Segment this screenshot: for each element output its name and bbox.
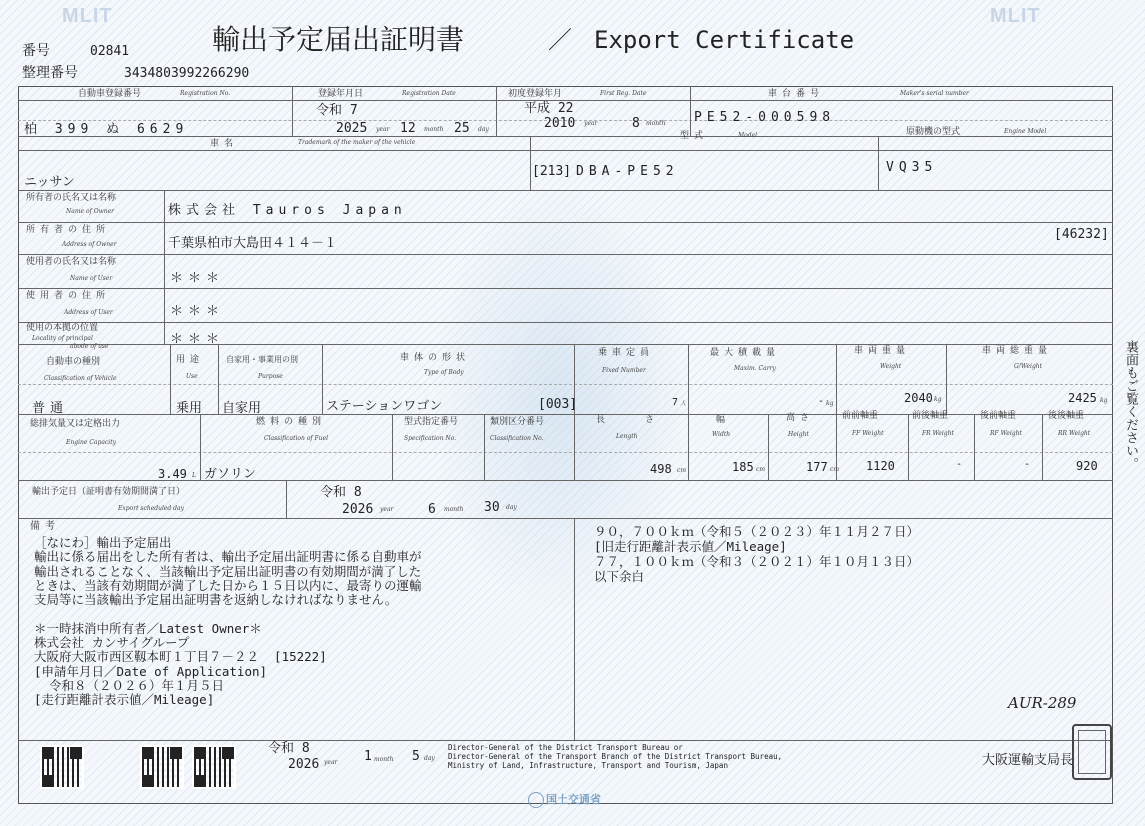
- fr-weight-label: 前後軸重: [912, 411, 949, 421]
- fr-weight-value: -: [956, 459, 963, 470]
- remarks-line: 以下余白: [594, 569, 645, 584]
- weight-value: 2040: [904, 391, 933, 405]
- reg-date-year: 2025: [336, 121, 368, 136]
- body-type-value: ステーションワゴン: [326, 399, 443, 414]
- remarks-right-column: [594, 524, 919, 584]
- remarks-line: [申請年月日／Date of Application]: [34, 663, 268, 679]
- mlit-watermark-logo-right: MLIT: [990, 5, 1041, 27]
- director-line: Director-General of the Transport Branch of the District Transport Bureau,: [448, 752, 783, 761]
- serial-number: 02841: [90, 44, 130, 59]
- reference-number: 3434803992266290: [124, 66, 250, 81]
- height-label-en: Height: [788, 431, 809, 438]
- owner-address: 千葉県柏市大島田４１４－１: [168, 236, 338, 251]
- remarks-line: 輸出に係る届出をした所有者は、輸出予定届出証明書に係る自動車が: [34, 549, 422, 565]
- remarks-line: ［なにわ］輸出予定届出: [34, 535, 172, 550]
- owner-name: 株式会社 Tauros Japan: [168, 203, 407, 218]
- base-location-label: 使用の本拠の位置: [26, 323, 99, 333]
- registration-number: 柏 399 ぬ 6629: [24, 122, 189, 137]
- owner-address-label: 所有者の住所: [26, 225, 111, 235]
- user-address-label-en: Address of User: [64, 309, 113, 316]
- serial-no-label: 車台番号: [768, 89, 825, 99]
- model-value: DBA-PE52: [576, 164, 679, 179]
- title-japanese: 輸出予定届出証明書: [212, 23, 465, 56]
- fuel-label: 燃料の種別: [256, 417, 327, 427]
- remarks-line: ７７，１００ｋｍ（令和３（２０２１）年１０月１３日）: [594, 554, 920, 569]
- purpose-label-en: Purpose: [258, 373, 283, 380]
- remarks-line: [走行距離計表示値／Mileage]: [34, 692, 215, 708]
- director-line: Ministry of Land, Infrastructure, Transport and Tourism, Japan: [448, 761, 728, 770]
- engine-capacity-label-en: Engine Capacity: [66, 439, 116, 446]
- qr-code-3: [192, 745, 236, 789]
- ff-weight-label: 前前軸重: [842, 411, 879, 421]
- model-code: [213]: [532, 164, 572, 179]
- first-reg-label-en: First Reg. Date: [600, 90, 647, 97]
- export-date-era: 令和 8: [320, 485, 362, 500]
- fr-weight-label-en: FR Weight: [922, 430, 954, 437]
- issuing-office: 大阪運輸支局長: [982, 753, 1074, 768]
- remarks-line: 株式会社 カンサイグループ: [34, 635, 190, 651]
- rf-weight-value: -: [1024, 459, 1031, 470]
- engine-model-label: 原動機の型式: [906, 127, 961, 137]
- ff-weight-value: 1120: [866, 459, 895, 473]
- class-no-label-en: Classification No.: [490, 435, 544, 442]
- chassis-serial-number: PE52-000598: [694, 110, 836, 125]
- body-type-label: 車体の形状: [400, 353, 471, 363]
- engine-capacity-value: 3.49: [158, 467, 187, 481]
- make-label: 車名: [210, 139, 239, 149]
- capacity-label-en: Fixed Number: [602, 367, 646, 374]
- vehicle-type-label: 自動車の種別: [46, 357, 101, 367]
- ministry-name: 国土交通省: [546, 793, 601, 806]
- title-english: Export Certificate: [594, 26, 855, 54]
- body-type-label-en: Type of Body: [424, 369, 464, 376]
- serial-label: 番号: [22, 43, 50, 59]
- side-note: 裏面もご覧ください。: [1123, 340, 1138, 470]
- width-value: 185: [732, 460, 754, 474]
- remarks-line: ＊一時抹消中所有者／Latest Owner＊: [34, 620, 262, 636]
- use-label-en: Use: [186, 373, 198, 380]
- reg-date-era: 令和 7: [316, 103, 358, 118]
- height-label: 高さ: [786, 413, 815, 423]
- issue-date-month: 1: [364, 749, 372, 764]
- max-carry-value: -: [818, 396, 825, 407]
- spec-no-label-en: Specification No.: [404, 435, 457, 442]
- issue-date-day: 5: [412, 749, 420, 764]
- remarks-left-column: [34, 536, 422, 708]
- remarks-line: [旧走行距離計表示値／Mileage]: [594, 539, 787, 554]
- reg-date-month: 12: [400, 121, 416, 136]
- model-label-en: Model: [738, 132, 758, 139]
- remarks-line: 輸出されることなく、当該輸出予定届出証明書の有効期間が満了した: [34, 563, 422, 579]
- gross-weight-label-en: G/Weight: [1014, 363, 1043, 370]
- weight-label-en: Weight: [880, 363, 902, 370]
- purpose-value: 自家用: [222, 401, 262, 416]
- export-date-day: 30: [484, 500, 500, 515]
- gross-weight-label: 車両総重量: [982, 346, 1053, 356]
- capacity-value: 7: [672, 397, 679, 408]
- body-type-code: [003]: [538, 397, 578, 412]
- length-value: 498: [650, 462, 672, 476]
- first-reg-label: 初度登録年月: [508, 89, 563, 99]
- engine-capacity-label: 総排気量又は定格出力: [30, 419, 121, 429]
- base-location: ＊＊＊: [170, 332, 225, 347]
- use-value: 乗用: [176, 401, 203, 416]
- official-seal: [1072, 724, 1112, 780]
- qr-code-2: [140, 745, 184, 789]
- base-location-label-en2: abode of use: [70, 343, 109, 350]
- rr-weight-label-en: RR Weight: [1058, 430, 1091, 437]
- first-reg-month: 8: [632, 116, 640, 131]
- serial-no-label-en: Maker's serial number: [900, 90, 969, 97]
- base-location-label-en1: Locality of principal: [32, 335, 93, 342]
- title-separator: ／: [548, 26, 572, 54]
- vehicle-type-value: 普通: [32, 401, 69, 416]
- class-no-label: 類別区分番号: [490, 417, 545, 427]
- export-date-label: 輸出予定日（証明書有効期間満了日）: [32, 487, 186, 497]
- fuel-value: ガソリン: [204, 467, 257, 482]
- fuel-label-en: Classification of Fuel: [264, 435, 329, 442]
- export-certificate: MLIT MLIT 番号 02841 整理番号 3434803992266290 輸出予定届出証明書 ／ Export Certificate 自動車登録番号 Registration No. 登録年月日 Registration Date 初度登録年月 First Reg. Date 車台番号 Maker's serial number 柏 399 ぬ 6629 令和 7 2025 year 12 month 25 day 平成 22 2010 year 8 month PE52-000598 車名 Trademark of the maker of the vehicle 型式 Model 原動機の型式 Engine Model ニッサン [213] DBA-PE52 VQ35 所有者の氏名又は名称 Name of Owner 株式会社 Tauros Japan 所有者の住所 Address of Owner 千葉県柏市大島田４１４－１ [46232] 使用者の氏名又は名称 Name of User ＊＊＊ 使用者の住所 Address of User ＊＊＊ 使用の本拠の位置 Locality of principal abode of use ＊＊＊ 自動車の種別 Classification of Vehicle 用途 Use 自家用・事業用の別 Purpose 車体の形状 Type of Body 乗車定員 Fixed Number 最大積載量 Maxim. Carry 車両重量 Weight 車両総重量 G/Weight 普通 乗用 自家用 ステーションワゴン [003] 7 人 - kg 2040 kg 2425 kg 総排気量又は定格出力 Engine Capacity 燃料の種別 Classification of Fuel 型式指定番号 Specification No. 類別区分番号 Classification No. 長さ Length 幅 Width 高さ Height 前前軸重 FF Weight 前後軸重 FR Weight 後前軸重 RF Weight 後後軸重 RR Weight 3.49 L ガソリン 498 cm 185 cm 177 cm 1120 - - 920 輸出予定日（証明書有効期間満了日） Export scheduled day 令和 8 2026 year 6 month 30 day 備考 ［なにわ］輸出予定届出 輸出に係る届出をした所有者は、輸出予定届出証明書に係る自動車が 輸出されることなく、当該輸出予定届出証明書の有効期間が満了した ときは、当該有効期間が満了した日から１５日以内に、最寄りの運輸 支局等に当該輸出予定届出証明書を返納しなければなりません。 ＊一時抹消中所有者／Latest Owner＊ 株式会社 カンサイグループ 大阪府大阪市西区靱本町１丁目７－２２ [15222] [申請年月日／Date of Application] 令和８（２０２６）年１月５日 [走行距離計表示値／Mileage] ９０，７００ｋｍ（令和５（２０２３）年１１月２７日） [旧走行距離計表示値／Mileage] ７７，１００ｋｍ（令和３（２０２１）年１０月１３日） 以下余白 AUR-289 裏面もご覧ください。 令和 8 2026 year 1 month 5 day Director-General of the District Transport Bureau or Director-General of the Transport Branch of the District Transport Bureau, Ministry of Land, Infrastructure, Transport and Tourism, Japan 大阪運輸支局長 国土交通省: [0, 0, 1145, 826]
- max-carry-label: 最大積載量: [710, 348, 781, 358]
- make-label-en: Trademark of the maker of the vehicle: [298, 139, 416, 146]
- remarks-line: 令和８（２０２６）年１月５日: [34, 677, 225, 693]
- user-address: ＊＊＊: [170, 304, 225, 319]
- user-name-label-en: Name of User: [70, 275, 113, 282]
- purpose-label: 自家用・事業用の別: [226, 355, 298, 364]
- user-name: ＊＊＊: [170, 271, 225, 286]
- rf-weight-label-en: RF Weight: [990, 430, 1022, 437]
- first-reg-year: 2010: [544, 116, 576, 131]
- export-date-year: 2026: [342, 502, 374, 517]
- reg-no-label-en: Registration No.: [180, 90, 231, 97]
- length-label: 長さ: [596, 415, 695, 425]
- user-address-label: 使用者の住所: [26, 291, 111, 301]
- first-reg-era: 平成 22: [524, 101, 574, 116]
- ministry-emblem-icon: [528, 792, 544, 808]
- remarks-line: 大阪府大阪市西区靱本町１丁目７－２２ [15222]: [34, 649, 327, 665]
- reg-date-label: 登録年月日: [318, 89, 364, 99]
- remarks-line: ９０，７００ｋｍ（令和５（２０２３）年１１月２７日）: [594, 524, 920, 539]
- qr-code-1: [40, 745, 84, 789]
- model-label: 型式: [680, 131, 709, 141]
- director-general-text: [448, 743, 782, 770]
- max-carry-label-en: Maxim. Carry: [734, 365, 776, 372]
- export-date-month: 6: [428, 502, 436, 517]
- remarks-line: ときは、当該有効期間が満了した日から１５日以内に、最寄りの運輸: [34, 577, 422, 593]
- issue-date-year: 2026: [288, 757, 320, 772]
- length-label-en: Length: [616, 433, 638, 440]
- reg-date-day: 25: [454, 121, 470, 136]
- user-name-label: 使用者の氏名又は名称: [26, 257, 117, 267]
- use-label: 用途: [176, 355, 205, 365]
- remarks-line: [34, 607, 422, 621]
- reg-no-label: 自動車登録番号: [78, 89, 142, 99]
- reg-date-label-en: Registration Date: [402, 90, 456, 97]
- ff-weight-label-en: FF Weight: [852, 430, 884, 437]
- engine-model-label-en: Engine Model: [1004, 128, 1047, 135]
- owner-name-label: 所有者の氏名又は名称: [26, 193, 117, 203]
- mlit-watermark-logo: MLIT: [62, 5, 113, 27]
- width-label: 幅: [716, 415, 726, 425]
- owner-address-code: [46232]: [1054, 227, 1109, 242]
- owner-name-label-en: Name of Owner: [66, 208, 115, 215]
- spec-no-label: 型式指定番号: [404, 417, 459, 427]
- engine-model-value: VQ35: [886, 160, 938, 175]
- rf-weight-label: 後前軸重: [980, 411, 1017, 421]
- make-value: ニッサン: [24, 175, 75, 190]
- reference-label: 整理番号: [22, 65, 78, 81]
- vehicle-type-label-en: Classification of Vehicle: [44, 375, 117, 382]
- capacity-label: 乗車定員: [598, 348, 655, 358]
- width-label-en: Width: [712, 431, 731, 438]
- handwritten-note: AUR-289: [1008, 694, 1077, 712]
- rr-weight-value: 920: [1076, 459, 1098, 473]
- remarks-line: 支局等に当該輸出予定届出証明書を返納しなければなりません。: [34, 592, 398, 608]
- remarks-label: 備考: [30, 521, 60, 532]
- weight-label: 車両重量: [854, 346, 911, 356]
- gross-weight-value: 2425: [1068, 391, 1097, 405]
- director-line: Director-General of the District Transport Bureau or: [448, 743, 683, 752]
- export-date-label-en: Export scheduled day: [118, 505, 184, 512]
- issue-date-era: 令和 8: [268, 741, 310, 756]
- height-value: 177: [806, 460, 828, 474]
- rr-weight-label: 後後軸重: [1048, 411, 1085, 421]
- owner-address-label-en: Address of Owner: [62, 241, 117, 248]
